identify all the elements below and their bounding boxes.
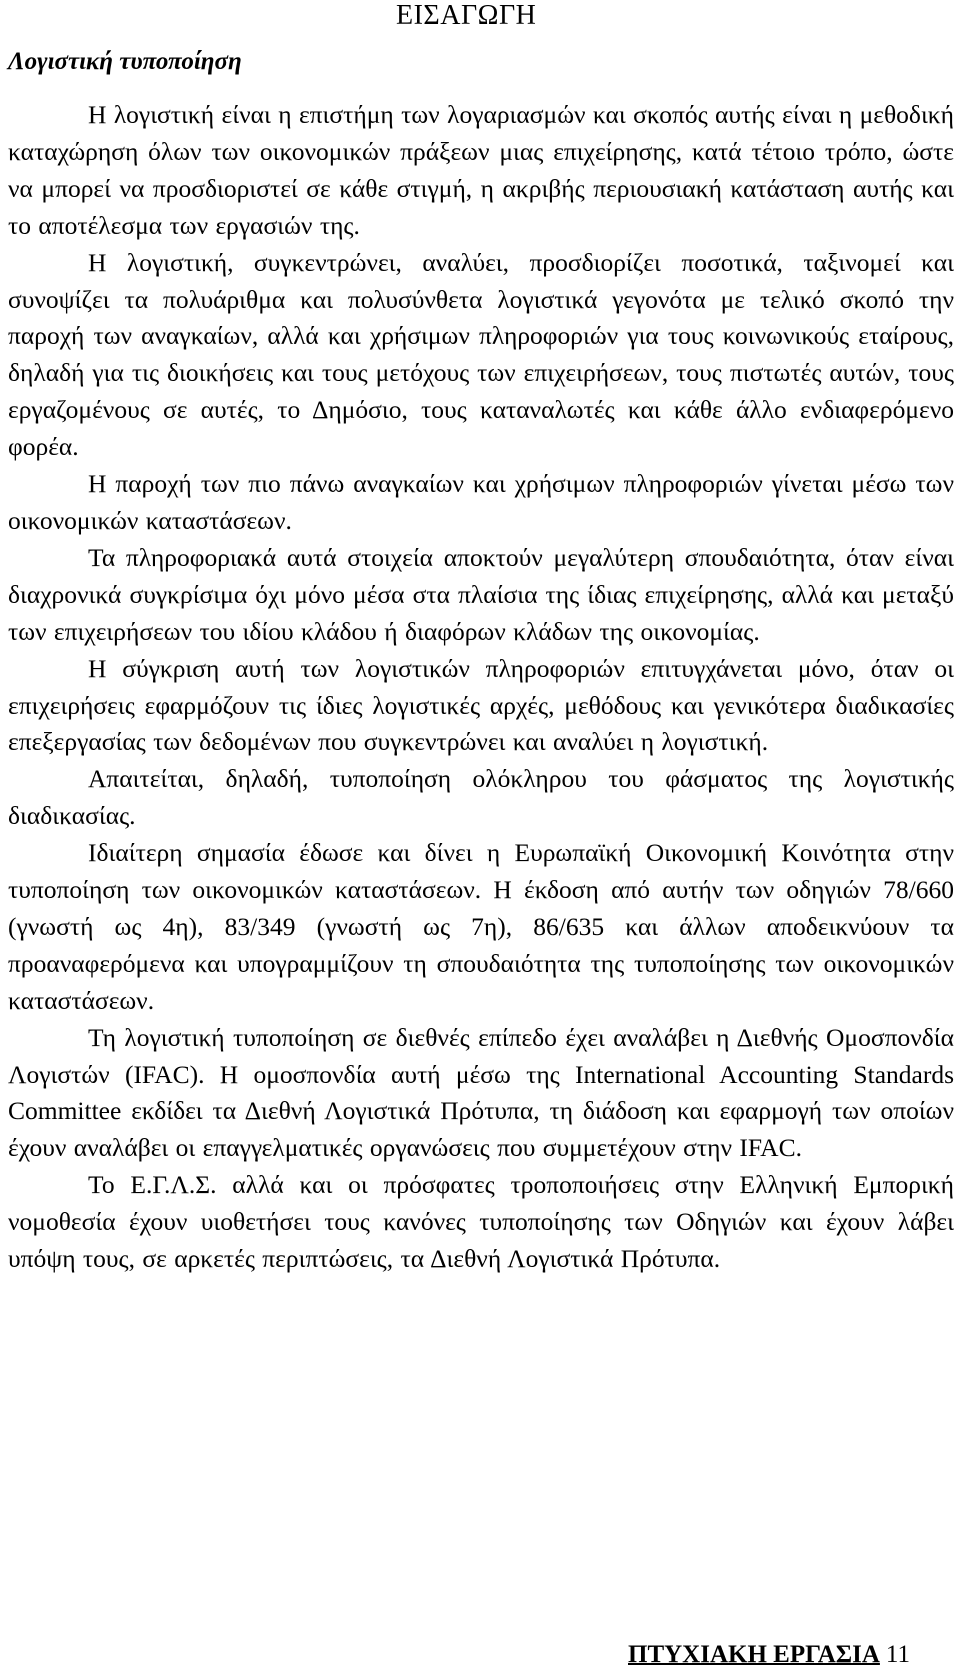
footer-title: ΠΤΥΧΙΑΚΗ ΕΡΓΑΣΙΑ bbox=[628, 1641, 880, 1668]
paragraph: Η λογιστική, συγκεντρώνει, αναλύει, προσδιορίζει ποσοτικά, ταξινομεί και συνοψίζει τα πολυάριθμα και πολυσύνθετα λογιστικά γεγονότα με τελικό σκοπό την παροχή των αναγκαίων, αλλά και χρήσιμων πληροφοριών για τους κοινωνικούς εταίρους, δηλαδή για τις διοικήσεις και τους μετόχους των επιχειρήσεων, τους πιστωτές αυτών, τους εργαζομένους σε αυτές, το Δημόσιο, τους καταναλωτές και κάθε άλλο ενδιαφερόμενο φορέα. bbox=[8, 247, 954, 462]
page-title: ΕΙΣΑΓΩΓΗ bbox=[396, 0, 537, 31]
page-number: 11 bbox=[885, 1641, 910, 1668]
paragraph: Τα πληροφοριακά αυτά στοιχεία αποκτούν μεγαλύτερη σπουδαιότητα, όταν είναι διαχρονικά συγκρίσιμα όχι μόνο μέσα στα πλαίσια της ίδιας επιχείρησης, αλλά και μεταξύ των επιχειρήσεων του ιδίου κλάδου ή διαφόρων κλάδων της οικονομίας. bbox=[8, 542, 954, 646]
body-text bbox=[8, 97, 954, 1278]
paragraph: Τη λογιστική τυποποίηση σε διεθνές επίπεδο έχει αναλάβει η Διεθνής Ομοσπονδία Λογιστών (IFAC). Η ομοσπονδία αυτή μέσω της International Accounting Standards Committee εκδίδει τα Διεθνή Λογιστικά Πρότυπα, τη διάδοση και εφαρμογή των οποίων έχουν αναλάβει οι επαγγελματικές οργανώσεις που συμμετέχουν στην IFAC. bbox=[8, 1022, 954, 1163]
paragraph: Η σύγκριση αυτή των λογιστικών πληροφοριών επιτυγχάνεται μόνο, όταν οι επιχειρήσεις εφαρμόζουν τις ίδιες λογιστικές αρχές, μεθόδους και γενικότερα διαδικασίες επεξεργασίας των δεδομένων που συγκεντρώνει και αναλύει η λογιστική. bbox=[8, 653, 954, 757]
paragraph: Η λογιστική είναι η επιστήμη των λογαριασμών και σκοπός αυτής είναι η μεθοδική καταχώρηση όλων των οικονομικών πράξεων μιας επιχείρησης, κατά τέτοιο τρόπο, ώστε να μπορεί να προσδιοριστεί σε κάθε στιγμή, η ακριβής περιουσιακή κατάσταση αυτής και το αποτέλεσμα των εργασιών της. bbox=[8, 100, 954, 240]
section-heading: Λογιστική τυποποίηση bbox=[8, 48, 242, 75]
paragraph: Απαιτείται, δηλαδή, τυποποίηση ολόκληρου του φάσματος της λογιστικής διαδικασίας. bbox=[8, 764, 954, 831]
paragraph: Ιδιαίτερη σημασία έδωσε και δίνει η Ευρωπαϊκή Οικονομική Κοινότητα στην τυποποίηση των οικονομικών καταστάσεων. Η έκδοση από αυτήν των οδηγιών 78/660 (γνωστή ως 4η), 83/349 (γνωστή ως 7η), 86/635 και άλλων αποδεικνύουν τα προαναφερόμενα και υπογραμμίζουν τη σπουδαιότητα της τυποποίησης των οικονομικών καταστάσεων. bbox=[8, 838, 954, 1015]
paragraph: Η παροχή των πιο πάνω αναγκαίων και χρήσιμων πληροφοριών γίνεται μέσω των οικονομικών καταστάσεων. bbox=[8, 469, 954, 535]
paragraph: Το Ε.Γ.Λ.Σ. αλλά και οι πρόσφατες τροποποιήσεις στην Ελληνική Εμπορική νομοθεσία έχουν υιοθετήσει τους κανόνες τυποποίησης των Οδηγιών και έχουν λάβει υπόψη τους, σε αρκετές περιπτώσεις, τα Διεθνή Λογιστικά Πρότυπα. bbox=[8, 1170, 954, 1274]
page-footer bbox=[628, 1640, 910, 1670]
